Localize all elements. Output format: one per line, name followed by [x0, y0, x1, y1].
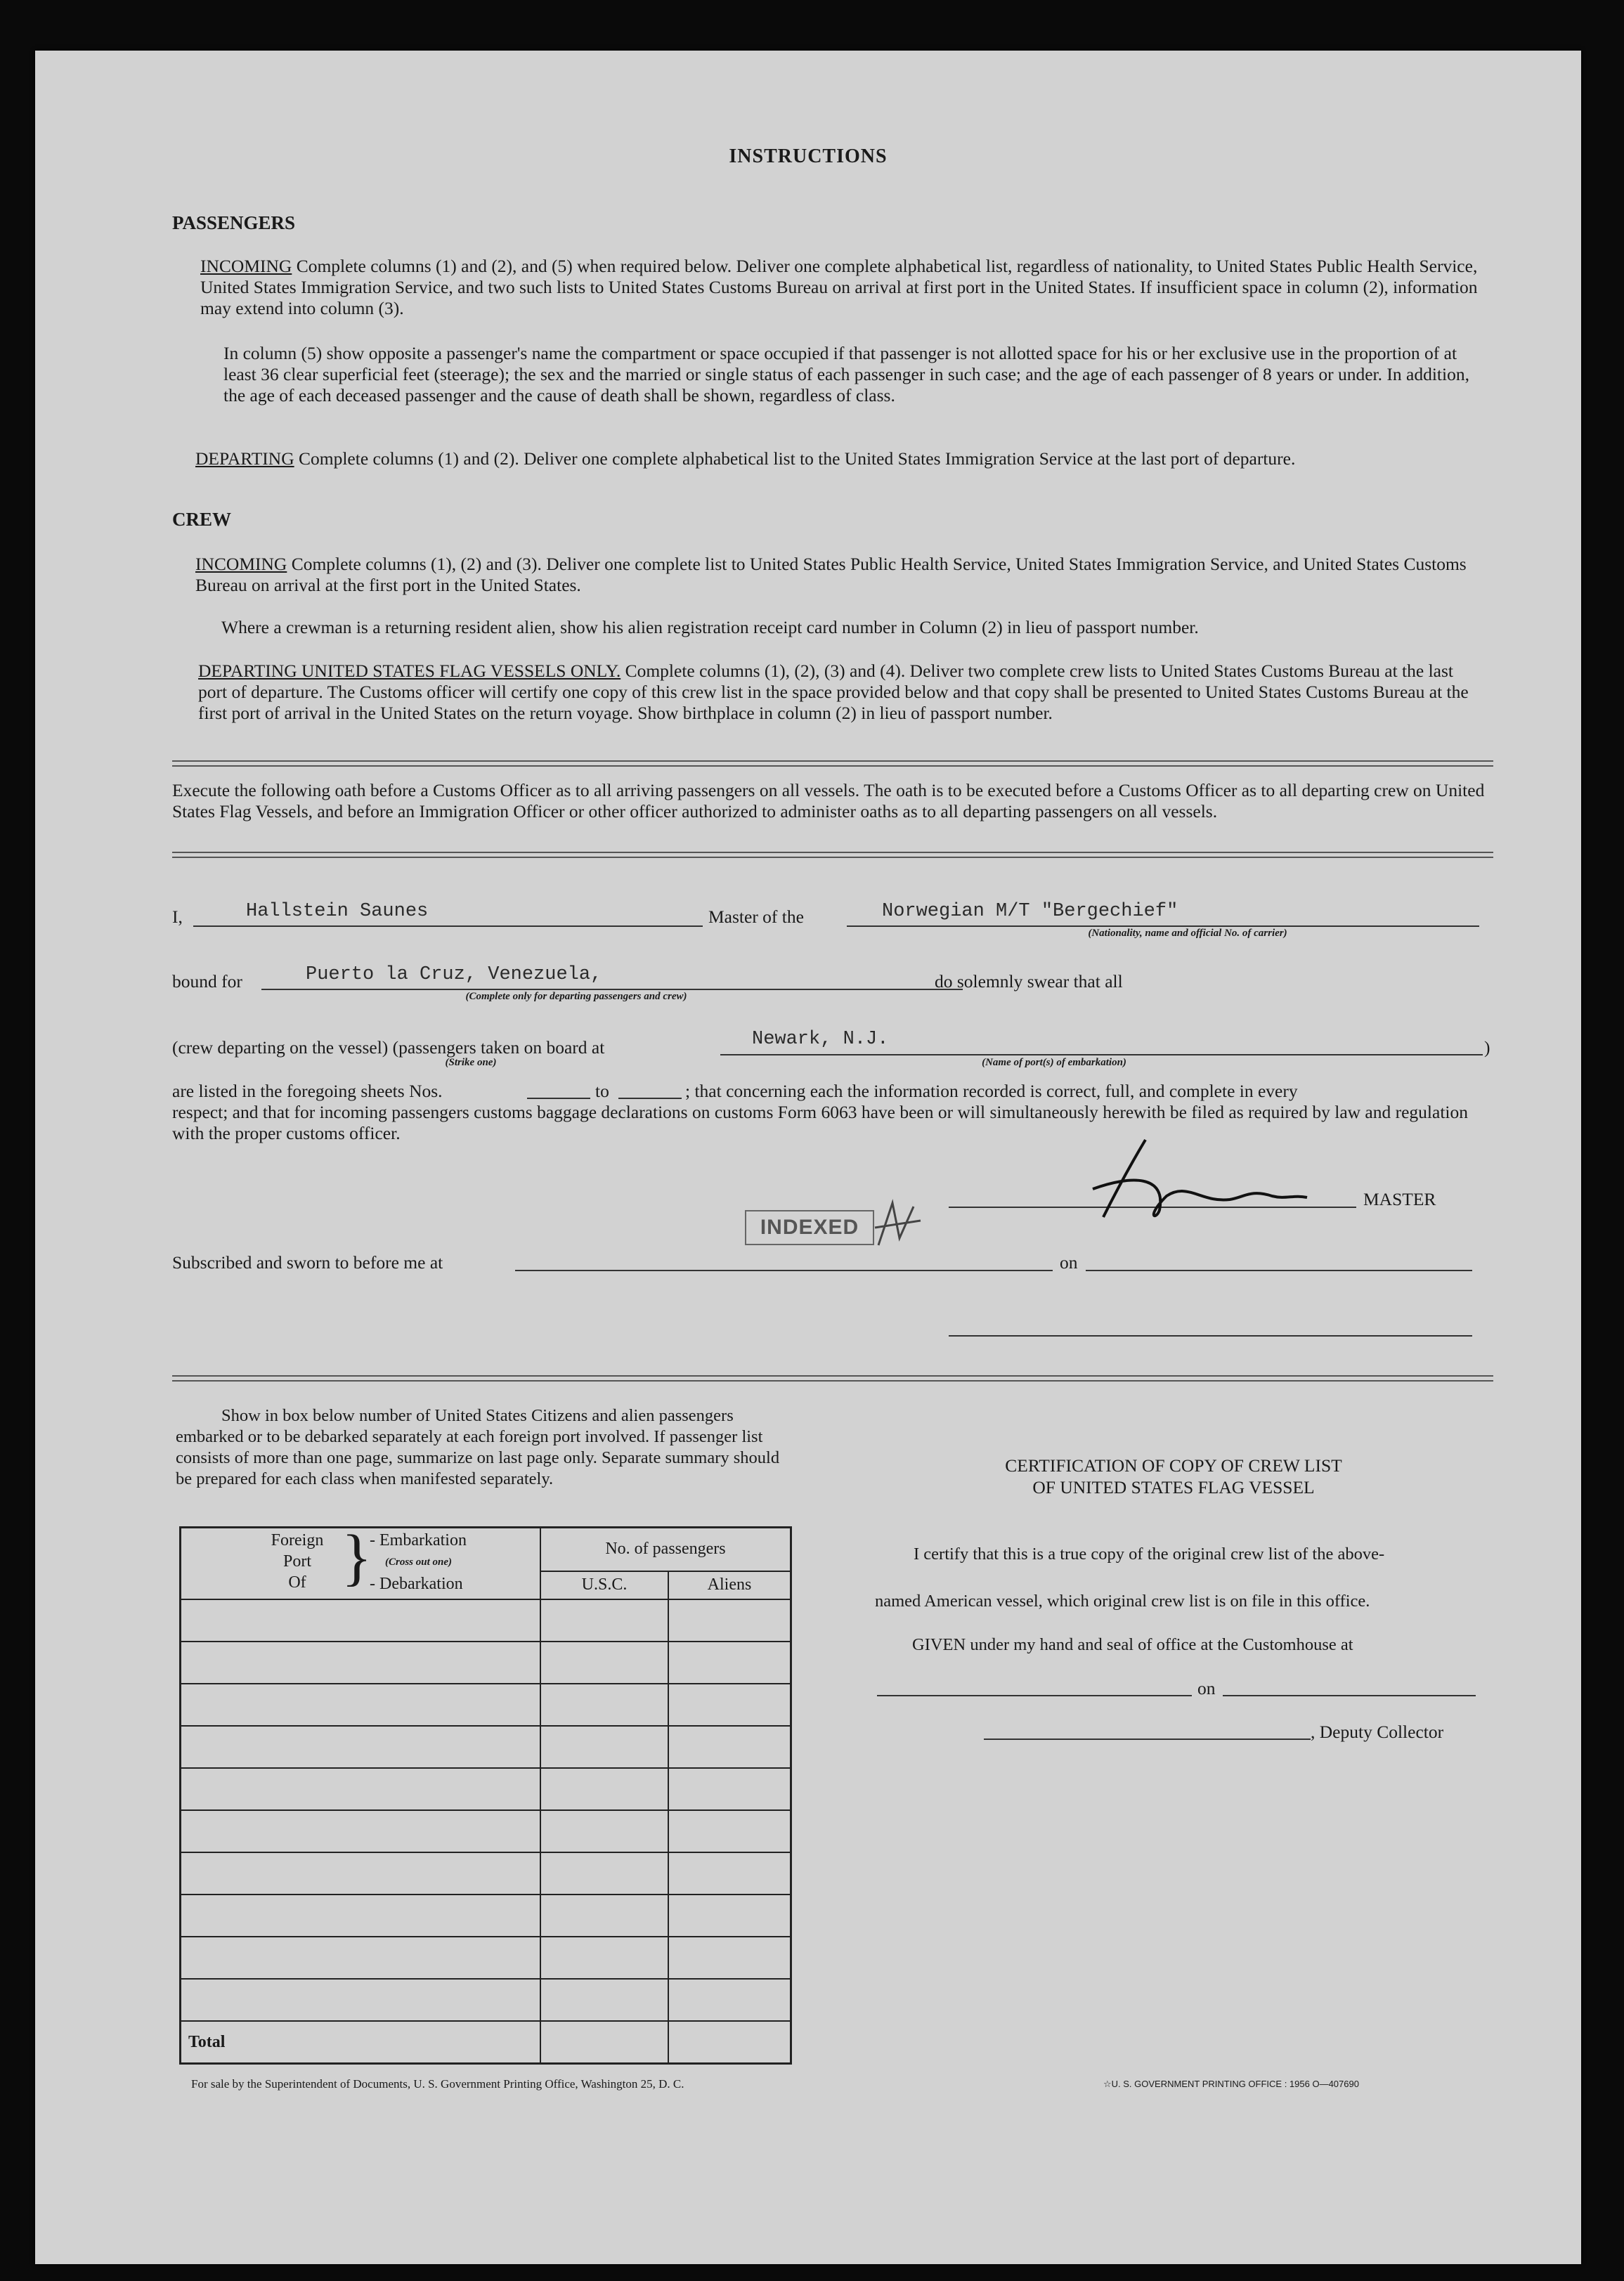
- port-line: [720, 1054, 1483, 1055]
- certification-line-2: named American vessel, which original crew list is on file in this office.: [875, 1592, 1370, 1611]
- certification-date-line: [1223, 1695, 1476, 1696]
- certification-heading-1: CERTIFICATION OF COPY OF CREW LIST: [1005, 1455, 1342, 1476]
- sheet-from-line: [527, 1098, 590, 1099]
- crew-heading: CREW: [172, 509, 232, 530]
- carrier-value: Norwegian M/T "Bergechief": [882, 901, 1178, 922]
- master-name-value: Hallstein Saunes: [246, 901, 429, 922]
- sheets-text-2: ; that concerning each the information recorded is correct, full, and complete in every: [685, 1081, 1298, 1101]
- crew-resident-paragraph: Where a crewman is a returning resident alien, show his alien registration receipt card number in Column (2) in lieu of passport number.: [221, 617, 1199, 637]
- passengers-column5-paragraph: In column (5) show opposite a passenger's name the compartment or space occupied if that passenger is not allotted space for his or her exclusive use in the proportion of at least 36 clear superficial feet (steerage); the sex and the married or single status of each passenger in such case; and the age of each passenger of 8 years or under. In addition, the age of each deceased passenger and the cause of death shall be shown, regardless of class.: [223, 343, 1469, 405]
- officer-signature-line: [949, 1335, 1472, 1337]
- master-of-label: Master of the: [708, 906, 804, 927]
- indexed-stamp: INDEXED: [745, 1210, 874, 1245]
- swear-label: do solemnly swear that all: [935, 971, 1123, 992]
- summary-instructions: Show in box below number of United States Citizens and alien passengers embarked or to be debarked separately at each foreign port involved. If passenger list consists of more than one page, summarize on last page only. Separate summary should be prepared for each class when manifested separately.: [176, 1406, 780, 1488]
- certification-heading-2: OF UNITED STATES FLAG VESSEL: [1032, 1477, 1315, 1497]
- crew-departing-text: Complete columns (1), (2), (3) and (4). Deliver two complete crew lists to United States Customs Bureau at the last port of departure. The Customs officer will certify one copy of this crew list in the space provided below and that copy shall be presented to United States Customs Bureau at the first port of arrival in the United States on the return voyage. Show birthplace in column (2) in lieu of passport number.: [198, 661, 1469, 723]
- cross-out-label: (Cross out one): [385, 1557, 453, 1568]
- deputy-signature-line: [984, 1739, 1311, 1740]
- passengers-departing-text: Complete columns (1) and (2). Deliver one complete alphabetical list to the United States Immigration Service at the last port of departure.: [299, 448, 1296, 469]
- passengers-departing-label: DEPARTING: [195, 448, 294, 469]
- passengers-incoming-text: Complete columns (1) and (2), and (5) when required below. Deliver one complete alphabetical list, regardless of nationality, to United States Public Health Service, United States Immigration Service, and two such lists to United States Customs Bureau on arrival at first port in the United States. If insufficient space in column (2), information may extend into column (3).: [200, 256, 1478, 318]
- table-row: [181, 1937, 791, 1979]
- passengers-departing-paragraph: [195, 448, 1488, 469]
- table-row: [181, 1979, 791, 2021]
- page-title: INSTRUCTIONS: [729, 145, 888, 167]
- table-row: [181, 1810, 791, 1852]
- passengers-incoming-paragraph: [200, 256, 1486, 319]
- of-label: Of: [288, 1573, 306, 1592]
- sheets-text-1: are listed in the foregoing sheets Nos.: [172, 1081, 443, 1101]
- certification-line-1: I certify that this is a true copy of the original crew list of the above-: [914, 1545, 1385, 1564]
- crew-departing-paragraph: [198, 661, 1484, 724]
- crew-incoming-label: INCOMING: [195, 554, 287, 574]
- foreign-port-header: [181, 1523, 541, 1600]
- signature-mark: [1061, 1133, 1342, 1224]
- stamp-initials-mark: [871, 1196, 928, 1252]
- passenger-summary-table: [179, 1523, 792, 2065]
- usc-header: U.S.C.: [540, 1571, 668, 1599]
- master-name-line: [193, 925, 703, 927]
- brace-mark: }: [342, 1523, 372, 1592]
- total-label: Total: [181, 2021, 541, 2064]
- bound-caption: (Complete only for departing passengers and crew): [465, 991, 687, 1002]
- passengers-incoming-label: INCOMING: [200, 256, 292, 276]
- no-passengers-header: No. of passengers: [540, 1528, 791, 1571]
- port-value: Newark, N.J.: [752, 1029, 889, 1050]
- table-row: [181, 1726, 791, 1768]
- bound-for-value: Puerto la Cruz, Venezuela,: [306, 964, 602, 985]
- sheets-to-label: to: [595, 1081, 609, 1101]
- divider: [172, 760, 1493, 767]
- oath-instructions: Execute the following oath before a Customs Officer as to all arriving passengers on all vessels. The oath is to be executed before a Customs Officer as to all departing crew on United States Flag Vessels, and before an Immigration Officer or other officer authorized to administer oaths as to all departing passengers on all vessels.: [172, 780, 1485, 821]
- footer-sale-text: For sale by the Superintendent of Documents, U. S. Government Printing Office, Washington 25, D. C.: [191, 2077, 684, 2091]
- total-row: [181, 2021, 791, 2064]
- crew-departing-label: DEPARTING UNITED STATES FLAG VESSELS ONLY.: [198, 661, 621, 681]
- subscribed-on-label: on: [1060, 1252, 1078, 1273]
- sheet-to-line: [618, 1098, 682, 1099]
- port-caption: (Name of port(s) of embarkation): [982, 1057, 1126, 1068]
- deputy-collector-label: , Deputy Collector: [1311, 1722, 1444, 1742]
- respect-text: respect; and that for incoming passengers customs baggage declarations on customs Form 6063 have been or will simultaneously herewith be filed as required by law and regulation with the proper customs officer.: [172, 1102, 1469, 1143]
- close-paren: ): [1484, 1037, 1490, 1058]
- i-label: I,: [172, 906, 183, 927]
- crew-incoming-paragraph: [195, 554, 1488, 596]
- table-row: [181, 1768, 791, 1810]
- subscribed-date-line: [1086, 1270, 1472, 1271]
- table-row: [181, 1684, 791, 1726]
- certification-heading: [864, 1455, 1483, 1498]
- strike-text: (crew departing on the vessel) (passengers taken on board at: [172, 1037, 605, 1058]
- carrier-caption: (Nationality, name and official No. of carrier): [1088, 928, 1287, 939]
- carrier-line: [847, 925, 1479, 927]
- bound-for-label: bound for: [172, 971, 242, 992]
- table-row: [181, 1599, 791, 1642]
- divider: [172, 852, 1493, 858]
- table-row: [181, 1852, 791, 1895]
- divider: [172, 1375, 1493, 1382]
- foreign-label: Foreign: [271, 1531, 324, 1549]
- form-sheet: [35, 51, 1581, 2264]
- bound-for-line: [261, 989, 963, 990]
- master-label: MASTER: [1363, 1189, 1436, 1209]
- certification-line-3: GIVEN under my hand and seal of office at the Customhouse at: [912, 1635, 1353, 1654]
- customhouse-line: [877, 1695, 1192, 1696]
- subscribed-place-line: [515, 1270, 1053, 1271]
- port-label: Port: [282, 1552, 311, 1571]
- embarkation-label: - Embarkation: [370, 1531, 467, 1549]
- subscribed-label: Subscribed and sworn to before me at: [172, 1252, 443, 1273]
- crew-incoming-text: Complete columns (1), (2) and (3). Deliver one complete list to United States Public Health Service, United States Immigration Service, and United States Customs Bureau on arrival at the first port in the United States.: [195, 554, 1467, 595]
- aliens-header: Aliens: [668, 1571, 791, 1599]
- certification-on-label: on: [1197, 1678, 1216, 1698]
- footer-printing-office: ☆U. S. GOVERNMENT PRINTING OFFICE : 1956 O—407690: [1103, 2079, 1359, 2089]
- debarkation-label: - Debarkation: [370, 1575, 463, 1593]
- passengers-heading: PASSENGERS: [172, 212, 296, 233]
- strike-caption: (Strike one): [445, 1057, 497, 1068]
- table-row: [181, 1642, 791, 1684]
- table-row: [181, 1895, 791, 1937]
